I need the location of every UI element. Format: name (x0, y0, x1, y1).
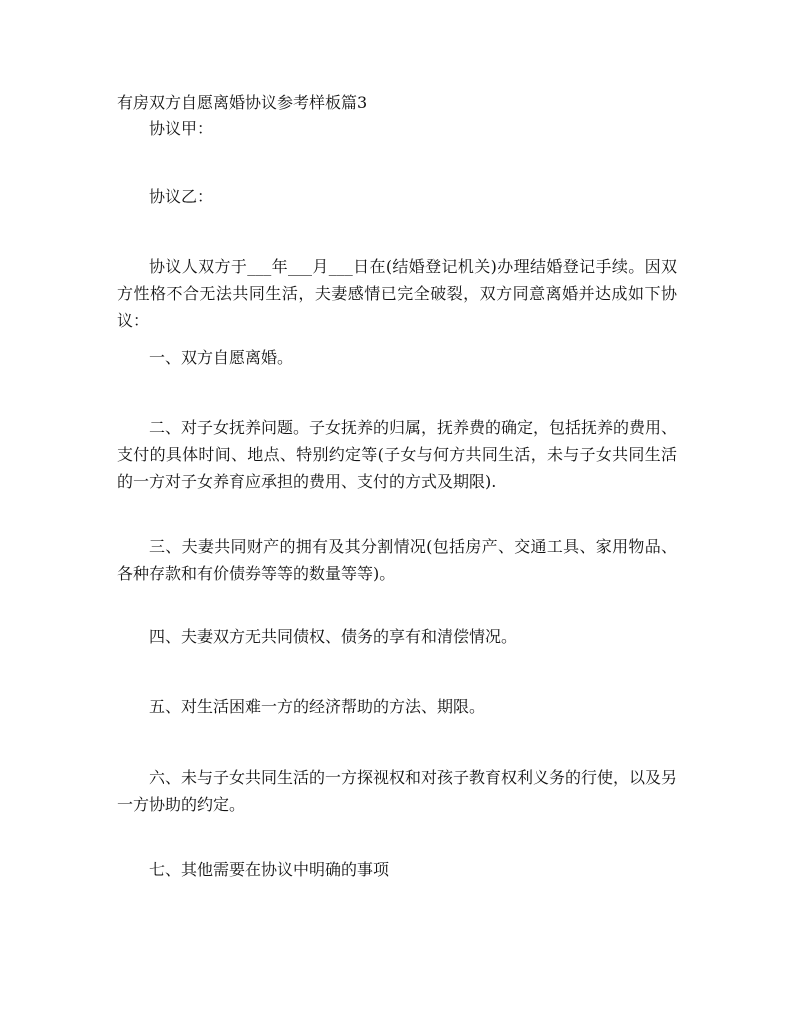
clause-6: 六、未与子女共同生活的一方探视权和对孩子教育权利义务的行使，以及另一方协助的约定。 (117, 768, 678, 814)
clause-1: 一、双方自愿离婚。 (149, 348, 294, 367)
clause-7: 七、其他需要在协议中明确的事项 (149, 860, 390, 879)
clause-3: 三、夫妻共同财产的拥有及其分割情况(包括房产、交通工具、家用物品、各种存款和有价债券等等的数量等等)。 (117, 537, 677, 583)
intro-paragraph: 协议人双方于___年___月___日在(结婚登记机关)办理结婚登记手续。因双方性格不合无法共同生活，夫妻感情已完全破裂，双方同意离婚并达成如下协议： (117, 257, 677, 330)
clause-5: 五、对生活困难一方的经济帮助的方法、期限。 (149, 697, 486, 716)
clause-2: 二、对子女抚养问题。子女抚养的归属，抚养费的确定，包括抚养的费用、支付的具体时间、地点、特别约定等(子女与何方共同生活，未与子女共同生活的一方对子女养育应承担的费用、支付的方式及期限). (117, 418, 678, 491)
party-a-label: 协议甲： (149, 119, 214, 138)
clause-4: 四、夫妻双方无共同债权、债务的享有和清偿情况。 (149, 627, 518, 646)
party-b-label: 协议乙： (149, 187, 214, 206)
document-title: 有房双方自愿离婚协议参考样板篇3 (117, 93, 368, 112)
